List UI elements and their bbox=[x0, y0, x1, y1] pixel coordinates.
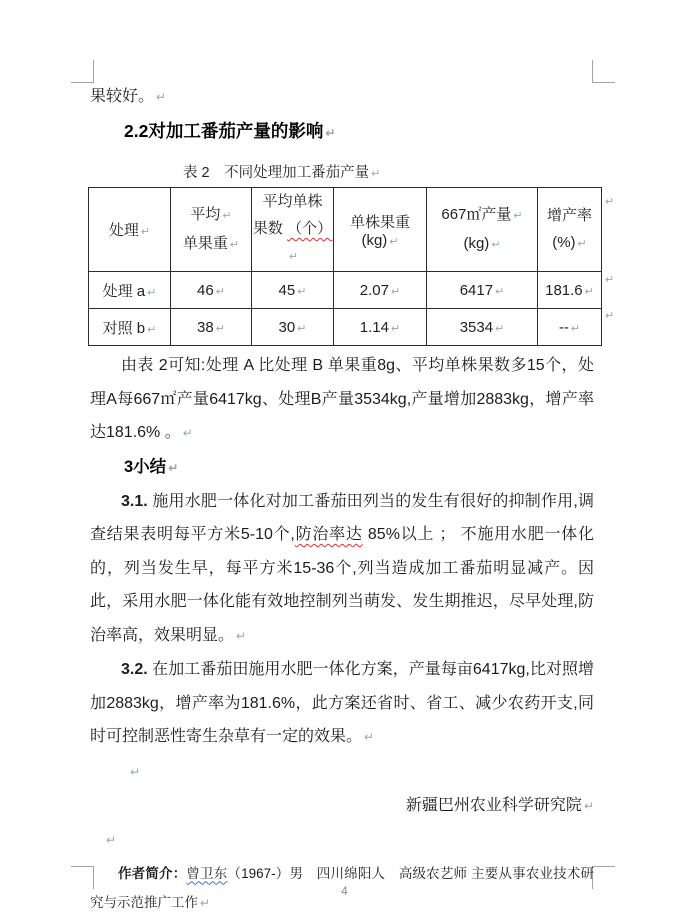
table-header-row bbox=[89, 188, 602, 272]
paragraph-mark: ↵ bbox=[229, 238, 240, 251]
paragraph-mark: ↵ bbox=[495, 285, 505, 298]
paragraph-number: 3.2. bbox=[121, 661, 148, 678]
paragraph-mark: ↵ bbox=[390, 322, 401, 335]
cell-text: 30 bbox=[278, 318, 296, 336]
section-heading-3 bbox=[90, 451, 594, 485]
paragraph-3-1 bbox=[90, 485, 594, 654]
page-content bbox=[90, 80, 615, 918]
paragraph-mark: ↵ bbox=[106, 832, 117, 847]
heading-text: 3小结 bbox=[124, 457, 167, 476]
header-text: 处理 bbox=[108, 222, 139, 239]
cell-value bbox=[427, 309, 538, 346]
paragraph-mark: ↵ bbox=[389, 235, 399, 248]
paragraph-mark: ↵ bbox=[570, 322, 581, 335]
header-text: 果数 bbox=[252, 220, 288, 237]
page-number: 4 bbox=[341, 884, 348, 898]
header-avg-fruits-per-plant bbox=[252, 188, 334, 272]
table-caption bbox=[183, 160, 594, 187]
paragraph-table-analysis bbox=[90, 349, 594, 451]
cell-value bbox=[334, 272, 427, 309]
row-end-mark: ↵ bbox=[605, 196, 615, 208]
spellcheck-red-squiggle: 防治率达 bbox=[294, 526, 363, 543]
paragraph-mark: ↵ bbox=[147, 323, 157, 336]
header-text: 667㎡产量 bbox=[441, 205, 512, 223]
paragraph-continuation bbox=[90, 80, 594, 115]
paragraph-mark: ↵ bbox=[577, 237, 587, 250]
paragraph-mark: ↵ bbox=[364, 730, 375, 744]
cell-text: 46 bbox=[197, 281, 214, 299]
cell-text: -- bbox=[558, 318, 569, 336]
paragraph-mark: ↵ bbox=[584, 285, 594, 298]
cell-value bbox=[171, 309, 252, 346]
cell-text: 对照 b bbox=[102, 319, 146, 337]
paragraph-mark: ↵ bbox=[215, 285, 225, 298]
paragraph-mark: ↵ bbox=[371, 168, 381, 180]
paragraph-number: 3.1. bbox=[121, 492, 148, 510]
paragraph-mark: ↵ bbox=[583, 798, 594, 813]
cell-text: 45 bbox=[278, 281, 296, 299]
table-2-wrapper bbox=[88, 187, 615, 346]
header-treatment bbox=[89, 188, 171, 272]
header-avg-fruit-weight bbox=[171, 188, 252, 272]
table-row-control-b bbox=[89, 309, 602, 346]
paragraph-mark: ↵ bbox=[222, 209, 232, 222]
spellcheck-red-squiggle: （个） bbox=[287, 220, 333, 237]
table-2-tomato-yield bbox=[88, 187, 602, 346]
cell-value bbox=[252, 272, 334, 309]
cell-value bbox=[427, 272, 538, 309]
text-boundary-mark-top-right bbox=[592, 60, 615, 83]
header-text: (kg) bbox=[463, 234, 490, 252]
paragraph-mark: ↵ bbox=[130, 764, 141, 779]
cell-text: 2.07 bbox=[359, 281, 389, 299]
paragraph-mark: ↵ bbox=[168, 460, 179, 475]
cell-text: 181.6 bbox=[545, 281, 583, 299]
paragraph-text: 85%以上 ； 不施用水肥一体化的，列当发生早，每平方米15-36个,列当造成加工番茄明显减产。因此，采用水肥一体化能有效地控制列当萌发、发生期推迟，尽早处理,防治率高，效果明显。 bbox=[90, 526, 594, 644]
cell-text: 1.14 bbox=[359, 318, 389, 336]
paragraph-text: 果较好。 bbox=[90, 88, 155, 105]
paragraph-mark: ↵ bbox=[325, 125, 336, 140]
paragraph-mark: ↵ bbox=[156, 90, 167, 104]
paragraph-mark: ↵ bbox=[297, 322, 307, 335]
paragraph-mark: ↵ bbox=[182, 426, 193, 440]
paragraph-text: 由表 2可知:处理 A 比处理 B 单果重8g、平均单株果数多15个，处理A每667㎡产量6417kg、处理B产量3534kg,产量增加2883kg，增产率达181.6% 。 bbox=[90, 357, 594, 441]
affiliation-text: 新疆巴州农业科学研究院 bbox=[405, 796, 582, 814]
author-bio-text: （1967-）男 四川绵阳人 高级农艺师 主要从事农业技术研究与示范推广工作 bbox=[90, 865, 595, 910]
paragraph-mark: ↵ bbox=[297, 285, 307, 298]
paragraph-mark: ↵ bbox=[200, 895, 211, 910]
header-text: 平均单株 bbox=[262, 193, 323, 210]
row-end-mark: ↵ bbox=[605, 274, 615, 286]
affiliation-line bbox=[90, 789, 594, 823]
paragraph-mark: ↵ bbox=[495, 322, 505, 335]
header-text: (%) bbox=[552, 233, 576, 251]
cell-value bbox=[538, 272, 602, 309]
paragraph-mark: ↵ bbox=[236, 628, 247, 643]
cell-value bbox=[334, 309, 427, 346]
paragraph-text: 在加工番茄田施用水肥一体化方案，产量每亩6417kg,比对照增加2883kg，增产率为181.6%，此方案还省时、省工、减少农药开支,同时可控制恶性寄生杂草有一定的效果。 bbox=[90, 661, 594, 745]
cell-treatment bbox=[89, 309, 171, 346]
empty-paragraph bbox=[90, 755, 594, 789]
cell-value bbox=[538, 309, 602, 346]
cell-value bbox=[171, 272, 252, 309]
paragraph-mark: ↵ bbox=[288, 251, 299, 263]
paragraph-mark: ↵ bbox=[140, 226, 151, 238]
cell-treatment bbox=[89, 272, 171, 309]
paragraph-mark: ↵ bbox=[390, 285, 401, 298]
cell-text: 38 bbox=[197, 318, 214, 336]
paragraph-mark: ↵ bbox=[215, 322, 225, 335]
empty-paragraph bbox=[90, 823, 594, 857]
paragraph-mark: ↵ bbox=[147, 286, 157, 299]
header-yield-per-667m2 bbox=[427, 188, 538, 272]
cell-value bbox=[252, 309, 334, 346]
section-heading-2-2 bbox=[90, 115, 594, 151]
paragraph-mark: ↵ bbox=[513, 209, 523, 222]
author-bio-label: 作者简介： bbox=[118, 865, 187, 881]
cell-text: 处理 a bbox=[102, 282, 146, 300]
paragraph-text: 施用水肥一体化对加工番茄田列当的发生有很好的抑制作用,调查结果表明每平方米5-10个, bbox=[90, 492, 594, 543]
paragraph-3-2 bbox=[90, 653, 594, 755]
caption-text: 表 2 不同处理加工番茄产量 bbox=[183, 165, 370, 181]
header-text: 平均 bbox=[190, 205, 221, 223]
header-text: 增产率 bbox=[546, 206, 592, 224]
heading-text: 2.2对加工番茄产量的影响 bbox=[124, 120, 324, 141]
header-yield-increase-rate bbox=[538, 188, 602, 272]
cell-text: 6417 bbox=[459, 281, 494, 299]
paragraph-mark: ↵ bbox=[491, 238, 501, 251]
header-fruit-weight-per-plant bbox=[334, 188, 427, 272]
row-end-mark: ↵ bbox=[605, 310, 615, 322]
spellcheck-blue-squiggle: 曾卫东 bbox=[186, 865, 228, 881]
cell-text: 3534 bbox=[459, 318, 494, 336]
header-text: 单株果重(kg) bbox=[349, 213, 410, 249]
table-row-treatment-a bbox=[89, 272, 602, 309]
header-text: 单果重 bbox=[182, 234, 228, 252]
